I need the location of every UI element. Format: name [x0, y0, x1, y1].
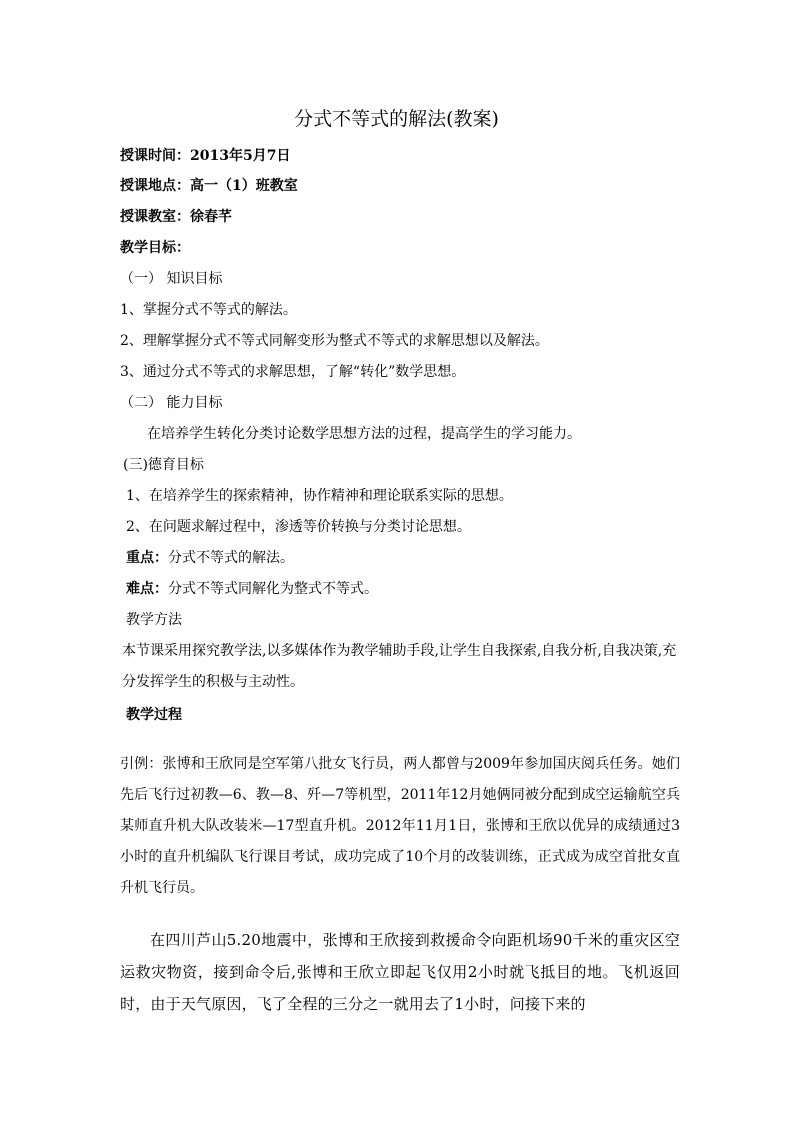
difficulty-text: 分式不等式同解化为整式不等式。 [168, 581, 378, 597]
story-paragraph: 在四川芦山5.20地震中，张博和王欣接到救援命令向距机场90千米的重灾区空运救灾物资，接到命令后,张博和王欣立即起飞仅用2小时就飞抵目的地。飞机返回时，由于天气原因，飞了全程的三分之一就用去了1小时，问接下来的 [120, 931, 680, 1013]
method-text: 本节课采用探究教学法,以多媒体作为教学辅助手段,让学生自我探索,自我分析,自我决策,充分发挥学生的积极与主动性。 [122, 643, 677, 690]
knowledge-item-2: 2、理解掌握分式不等式同解变形为整式不等式的求解思想以及解法。 [120, 333, 549, 349]
knowledge-item-3: 3、通过分式不等式的求解思想，了解“转化”数学思想。 [120, 364, 466, 380]
difficulty-label: 难点： [126, 581, 168, 597]
keypoint-text: 分式不等式的解法。 [168, 550, 294, 566]
moral-item-2: 2、在问题求解过程中，渗透等价转换与分类讨论思想。 [126, 519, 471, 535]
knowledge-heading: （一） 知识目标 [120, 271, 223, 287]
method-heading: 教学方法 [126, 612, 182, 628]
lesson-teacher: 授课教室：徐春芊 [120, 209, 232, 225]
keypoint-line [126, 548, 294, 568]
lesson-place: 授课地点：高一（1）班教室 [120, 178, 298, 194]
difficulty-line [126, 579, 378, 599]
keypoint-label: 重点： [126, 550, 168, 566]
objectives-heading: 教学目标： [120, 240, 190, 256]
ability-heading: （二） 能力目标 [120, 395, 223, 411]
moral-heading: (三)德育目标 [123, 457, 204, 473]
moral-item-1: 1、在培养学生的探索精神，协作精神和理论联系实际的思想。 [126, 488, 513, 504]
knowledge-item-1: 1、掌握分式不等式的解法。 [120, 302, 297, 318]
intro-paragraph: 引例：张博和王欣同是空军第八批女飞行员，两人都曾与2009年参加国庆阅兵任务。她们先后飞行过初教—6、教—8、歼—7等机型，2011年12月她俩同被分配到成空运输航空兵某师直升机大队改装米—17型直升机。2012年11月1日，张博和王欣以优异的成绩通过3小时的直升机编队飞行课目考试，成功完成了10个月的改装训练，正式成为成空首批女直升机飞行员。 [120, 756, 680, 896]
process-heading: 教学过程 [126, 707, 182, 723]
ability-text: 在培养学生转化分类讨论数学思想方法的过程，提高学生的学习能力。 [147, 426, 581, 442]
lesson-time: 授课时间：2013年5月7日 [120, 148, 291, 164]
document-title: 分式不等式的解法(教案) [294, 108, 499, 130]
